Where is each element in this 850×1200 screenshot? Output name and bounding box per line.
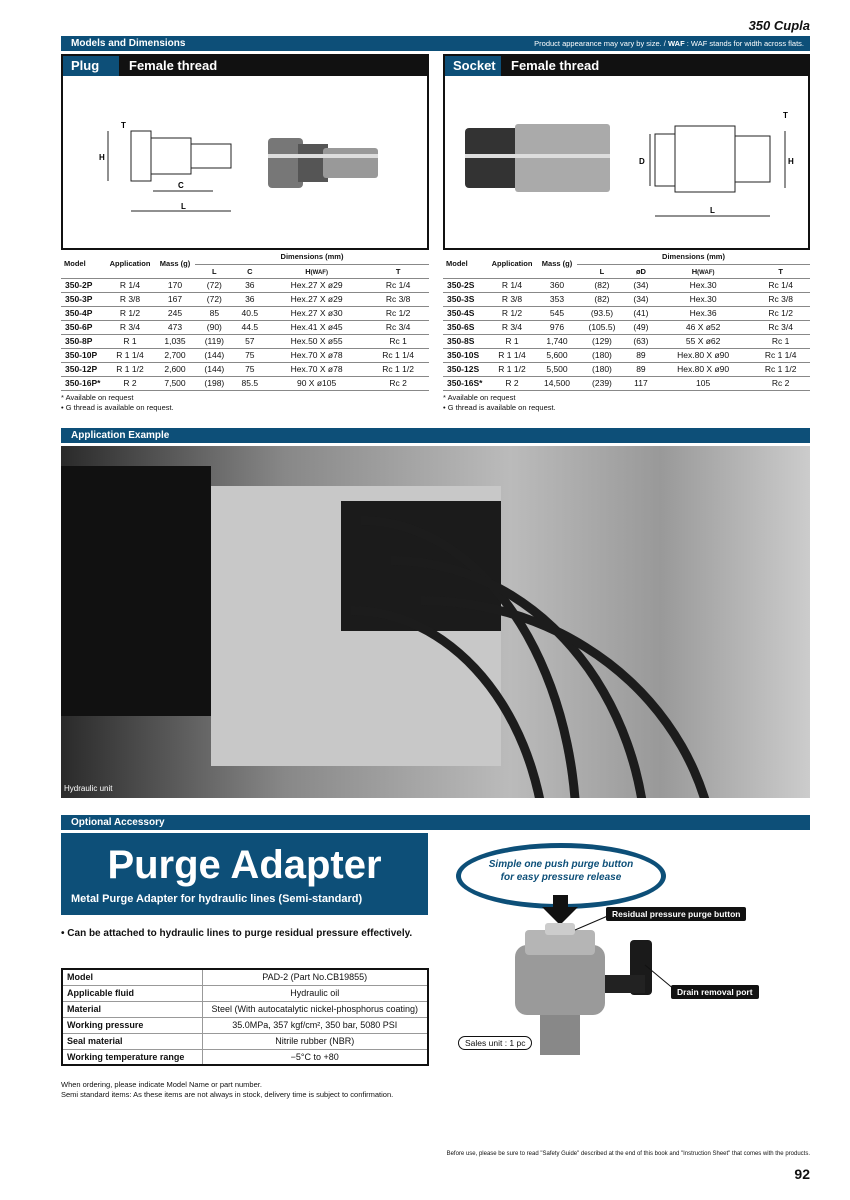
sales-unit: Sales unit : 1 pc [458, 1036, 532, 1050]
table-cell: R 1 1/2 [487, 362, 537, 376]
model-cell: 350-4S [443, 306, 487, 320]
col-mass: Mass (g) [537, 250, 577, 278]
plug-note: * Available on request [61, 392, 134, 402]
table-cell: Hex.50 X ø55 [266, 334, 367, 348]
plug-dim-l: L [181, 202, 186, 211]
table-cell: R 2 [105, 376, 155, 390]
table-cell: R 1/2 [105, 306, 155, 320]
table-cell: Rc 1/2 [367, 306, 429, 320]
table-cell: Hex.30 [655, 278, 751, 292]
table-cell: R 1/4 [487, 278, 537, 292]
table-cell: 245 [155, 306, 195, 320]
table-cell: (105.5) [577, 320, 627, 334]
section-bar-accessory [61, 815, 810, 830]
plug-table-wrap [61, 250, 429, 413]
pad-spec-wrap [61, 968, 429, 1066]
spec-row [62, 1017, 428, 1033]
accessory-title: Purge Adapter [107, 843, 382, 887]
table-cell: 2,600 [155, 362, 195, 376]
application-photo [61, 446, 810, 798]
table-row [443, 292, 810, 306]
col-model: Model [61, 250, 105, 278]
table-cell: 89 [627, 348, 655, 362]
table-cell: 44.5 [234, 320, 266, 334]
spec-row [62, 969, 428, 985]
table-cell: Hex.70 X ø78 [266, 362, 367, 376]
spec-row [62, 1049, 428, 1065]
table-row [61, 292, 429, 306]
table-cell: R 1 [105, 334, 155, 348]
col-model: Model [443, 250, 487, 278]
plug-notes [61, 393, 429, 413]
table-row [443, 306, 810, 320]
table-cell: Hex.27 X ø29 [266, 278, 367, 292]
spec-key: Working temperature range [62, 1049, 202, 1065]
table-cell: R 1 [487, 334, 537, 348]
socket-photo [465, 124, 610, 192]
col-t: T [367, 264, 429, 278]
table-row [61, 376, 429, 390]
table-row [443, 334, 810, 348]
col-dimensions: Dimensions (mm) [577, 250, 810, 264]
col-application: Application [487, 250, 537, 278]
plug-title-bar [63, 56, 427, 76]
table-cell: (34) [627, 278, 655, 292]
table-cell: (82) [577, 278, 627, 292]
down-arrow-icon [542, 895, 578, 925]
plug-drawing [63, 76, 427, 248]
socket-drawing [445, 76, 808, 248]
table-cell: 55 X ø62 [655, 334, 751, 348]
col-h [266, 264, 367, 278]
col-h-sub: (WAF) [310, 269, 328, 276]
table-cell: 85 [195, 306, 234, 320]
table-cell: (41) [627, 306, 655, 320]
model-cell: 350-4P [61, 306, 105, 320]
model-cell: 350-6P [61, 320, 105, 334]
table-cell: 75 [234, 362, 266, 376]
model-cell: 350-16P* [61, 376, 105, 390]
spec-value: −5°C to +80 [202, 1049, 428, 1065]
table-cell: Hex.36 [655, 306, 751, 320]
table-cell: (49) [627, 320, 655, 334]
table-row [443, 376, 810, 390]
table-cell: 545 [537, 306, 577, 320]
table-cell: Hex.27 X ø30 [266, 306, 367, 320]
photo-caption: Hydraulic unit [64, 784, 113, 793]
model-cell: 350-8S [443, 334, 487, 348]
table-cell: (144) [195, 362, 234, 376]
table-cell: (90) [195, 320, 234, 334]
col-l: L [577, 264, 627, 278]
page-number: 92 [794, 1166, 810, 1182]
table-cell: 90 X ø105 [266, 376, 367, 390]
table-row [443, 278, 810, 292]
table-cell: Rc 3/4 [367, 320, 429, 334]
table-cell: 46 X ø52 [655, 320, 751, 334]
model-cell: 350-16S* [443, 376, 487, 390]
table-cell: Hex.30 [655, 292, 751, 306]
col-h-sub: (WAF) [697, 269, 715, 276]
socket-dim-l: L [710, 206, 715, 215]
spec-row [62, 1001, 428, 1017]
accessory-title-box [61, 833, 428, 915]
table-cell: Hex.27 X ø29 [266, 292, 367, 306]
socket-note: • G thread is available on request. [443, 402, 556, 412]
table-row [443, 362, 810, 376]
table-cell: 360 [537, 278, 577, 292]
col-h-label: H [305, 266, 311, 276]
plug-note: • G thread is available on request. [61, 402, 174, 412]
table-cell: (72) [195, 278, 234, 292]
section-bar-application [61, 428, 810, 443]
hose-image [421, 596, 721, 798]
table-cell: (82) [577, 292, 627, 306]
table-row [61, 278, 429, 292]
model-cell: 350-6S [443, 320, 487, 334]
table-cell: Rc 1 1/2 [751, 362, 810, 376]
table-cell: Rc 1 [367, 334, 429, 348]
spec-key: Applicable fluid [62, 985, 202, 1001]
table-cell: (239) [577, 376, 627, 390]
socket-note: * Available on request [443, 392, 516, 402]
table-cell: (72) [195, 292, 234, 306]
socket-table [443, 250, 810, 391]
col-h [655, 264, 751, 278]
model-cell: 350-12P [61, 362, 105, 376]
socket-panel [443, 54, 810, 250]
table-cell: Rc 3/4 [751, 320, 810, 334]
table-cell: 89 [627, 362, 655, 376]
spec-value: PAD-2 (Part No.CB19855) [202, 969, 428, 985]
section-title: Models and Dimensions [71, 38, 186, 49]
bubble-line: for easy pressure release [500, 872, 622, 883]
table-cell: 1,035 [155, 334, 195, 348]
plug-subtitle: Female thread [129, 58, 218, 73]
plug-panel [61, 54, 429, 250]
table-cell: 40.5 [234, 306, 266, 320]
model-cell: 350-10S [443, 348, 487, 362]
table-cell: R 2 [487, 376, 537, 390]
model-cell: 350-8P [61, 334, 105, 348]
note-prefix: Product appearance may vary by size. / [534, 39, 668, 48]
table-cell: Rc 1 1/4 [367, 348, 429, 362]
model-cell: 350-12S [443, 362, 487, 376]
section-bar-models [61, 36, 810, 51]
series-title: 350 Cupla [748, 18, 810, 33]
table-cell: R 1 1/4 [487, 348, 537, 362]
table-cell: (34) [627, 292, 655, 306]
table-row [443, 320, 810, 334]
table-cell: 36 [234, 292, 266, 306]
socket-dim-d: D [639, 157, 645, 166]
plug-dim-c: C [178, 181, 184, 190]
model-cell: 350-10P [61, 348, 105, 362]
accessory-subtitle: Metal Purge Adapter for hydraulic lines (Semi-standard) [71, 893, 363, 905]
order-notes [61, 1080, 393, 1100]
spec-row [62, 985, 428, 1001]
pad-spec-table [61, 968, 429, 1066]
col-dimensions: Dimensions (mm) [195, 250, 429, 264]
table-cell: Rc 3/8 [751, 292, 810, 306]
table-cell: Hex.41 X ø45 [266, 320, 367, 334]
col-c: C [234, 264, 266, 278]
safety-notice: Before use, please be sure to read "Safety Guide" described at the end of this book and "Instruction Sheet" that comes with the products. [446, 1151, 810, 1157]
table-cell: 167 [155, 292, 195, 306]
order-note: Semi standard items: As these items are not always in stock, delivery time is subject to confirmation. [61, 1090, 394, 1099]
table-cell: R 1/2 [487, 306, 537, 320]
section-title: Optional Accessory [71, 817, 165, 828]
spec-key: Material [62, 1001, 202, 1017]
accessory-bullet-text: Can be attached to hydraulic lines to purge residual pressure effectively. [67, 928, 413, 939]
table-cell: Hex.80 X ø90 [655, 348, 751, 362]
table-cell: (129) [577, 334, 627, 348]
table-cell: Rc 1 [751, 334, 810, 348]
table-cell: Rc 1 1/4 [751, 348, 810, 362]
col-d: øD [627, 264, 655, 278]
table-cell: 75 [234, 348, 266, 362]
order-note: When ordering, please indicate Model Name or part number. [61, 1080, 262, 1089]
socket-tag: Socket [445, 56, 501, 76]
note-waf: WAF [667, 39, 685, 48]
socket-table-wrap [443, 250, 810, 413]
table-cell: R 3/8 [105, 292, 155, 306]
table-cell: Rc 2 [367, 376, 429, 390]
plug-photo [268, 138, 378, 188]
table-cell: 976 [537, 320, 577, 334]
table-cell: (180) [577, 362, 627, 376]
table-cell: 105 [655, 376, 751, 390]
table-cell: 2,700 [155, 348, 195, 362]
spec-value: Hydraulic oil [202, 985, 428, 1001]
spec-key: Working pressure [62, 1017, 202, 1033]
accessory-bullet: • Can be attached to hydraulic lines to purge residual pressure effectively. [61, 928, 413, 939]
socket-dim-t: T [783, 111, 788, 120]
table-cell: 85.5 [234, 376, 266, 390]
socket-notes [443, 393, 810, 413]
col-l: L [195, 264, 234, 278]
table-cell: 1,740 [537, 334, 577, 348]
table-row [61, 334, 429, 348]
col-h-label: H [691, 266, 698, 276]
socket-subtitle: Female thread [511, 58, 600, 73]
table-cell: R 3/4 [105, 320, 155, 334]
spec-value: Nitrile rubber (NBR) [202, 1033, 428, 1049]
table-cell: Rc 1/4 [751, 278, 810, 292]
table-cell: (144) [195, 348, 234, 362]
table-cell: R 1 1/2 [105, 362, 155, 376]
table-row [61, 348, 429, 362]
plug-dim-t: T [121, 121, 126, 130]
model-cell: 350-3S [443, 292, 487, 306]
table-cell: 7,500 [155, 376, 195, 390]
plug-dim-h: H [99, 153, 105, 162]
spec-row [62, 1033, 428, 1049]
table-cell: R 3/4 [487, 320, 537, 334]
plug-table [61, 250, 429, 391]
table-cell: Hex.80 X ø90 [655, 362, 751, 376]
table-cell: R 1 1/4 [105, 348, 155, 362]
control-panel-image [61, 466, 211, 716]
table-cell: Rc 2 [751, 376, 810, 390]
table-cell: 5,500 [537, 362, 577, 376]
table-cell: (180) [577, 348, 627, 362]
table-cell: R 3/8 [487, 292, 537, 306]
plug-tag: Plug [63, 56, 119, 76]
note-suffix: : WAF stands for width across flats. [684, 39, 804, 48]
bubble-line: Simple one push purge button [488, 859, 634, 870]
spec-value: 35.0MPa, 357 kgf/cm², 350 bar, 5080 PSI [202, 1017, 428, 1033]
table-cell: Rc 3/8 [367, 292, 429, 306]
table-cell: 117 [627, 376, 655, 390]
table-cell: (198) [195, 376, 234, 390]
callout-purge-button: Residual pressure purge button [606, 907, 746, 921]
spec-value: Steel (With autocatalytic nickel-phosphorus coating) [202, 1001, 428, 1017]
table-cell: (119) [195, 334, 234, 348]
section-title: Application Example [71, 430, 170, 441]
model-cell: 350-2S [443, 278, 487, 292]
col-application: Application [105, 250, 155, 278]
table-cell: Rc 1/2 [751, 306, 810, 320]
col-t: T [751, 264, 810, 278]
callout-drain-port: Drain removal port [671, 985, 759, 999]
spec-key: Model [62, 969, 202, 985]
table-cell: 57 [234, 334, 266, 348]
section-note [534, 36, 804, 51]
table-cell: Rc 1/4 [367, 278, 429, 292]
table-cell: (93.5) [577, 306, 627, 320]
table-cell: Hex.70 X ø78 [266, 348, 367, 362]
socket-title-bar [445, 56, 808, 76]
spec-key: Seal material [62, 1033, 202, 1049]
table-row [443, 348, 810, 362]
socket-dim-h: H [788, 157, 794, 166]
table-cell: Rc 1 1/2 [367, 362, 429, 376]
model-cell: 350-3P [61, 292, 105, 306]
table-row [61, 362, 429, 376]
table-cell: R 1/4 [105, 278, 155, 292]
table-cell: 170 [155, 278, 195, 292]
table-cell: (63) [627, 334, 655, 348]
model-cell: 350-2P [61, 278, 105, 292]
table-cell: 14,500 [537, 376, 577, 390]
table-cell: 353 [537, 292, 577, 306]
table-cell: 36 [234, 278, 266, 292]
table-row [61, 320, 429, 334]
col-mass: Mass (g) [155, 250, 195, 278]
table-cell: 5,600 [537, 348, 577, 362]
table-row [61, 306, 429, 320]
table-cell: 473 [155, 320, 195, 334]
